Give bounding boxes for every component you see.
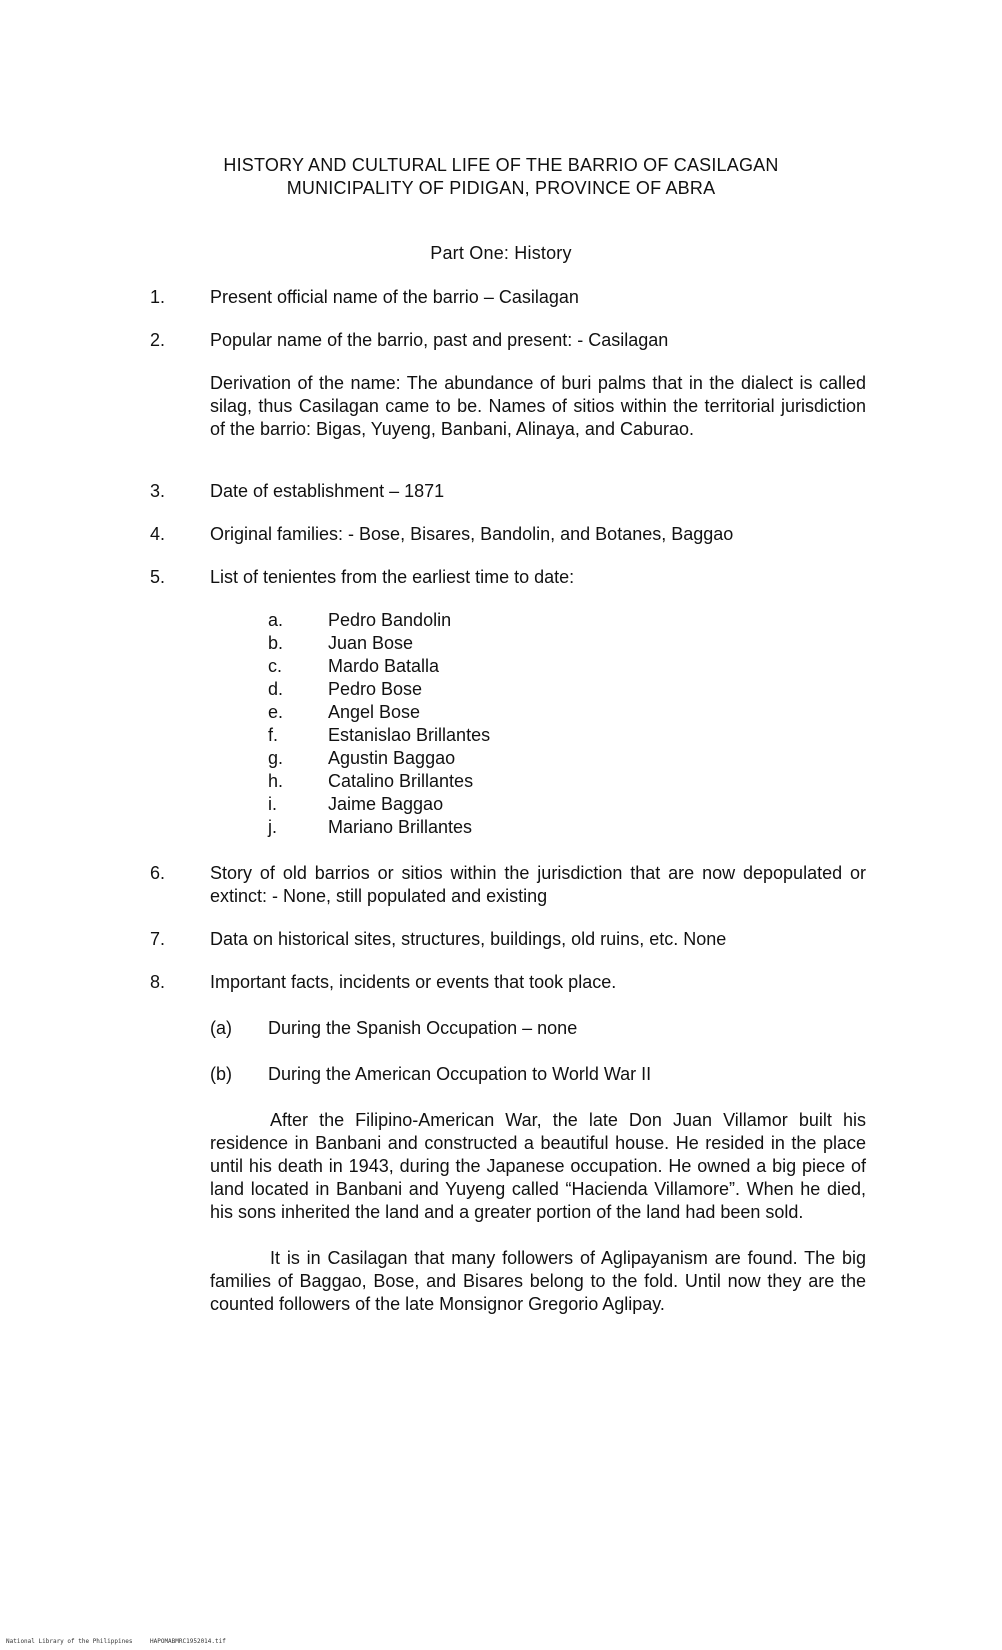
item-number: 3. bbox=[150, 481, 166, 501]
part-heading: Part One: History bbox=[430, 243, 572, 263]
teniente-name: Estanislao Brillantes bbox=[328, 725, 491, 745]
teniente-name: Jaime Baggao bbox=[328, 794, 444, 814]
item-number: 8. bbox=[150, 972, 166, 992]
item-text: List of tenientes from the earliest time to date: bbox=[210, 567, 575, 587]
document-title-line2: MUNICIPALITY OF PIDIGAN, PROVINCE OF ABRA bbox=[286, 178, 716, 198]
item-number: 1. bbox=[150, 287, 166, 307]
body-paragraph: After the Filipino-American War, the late Don Juan Villamor built his residence in Banbani and constructed a beautiful house. He resided in the place until his death in 1943, during the Japanese occupation. He owned a big piece of land located in Banbani and Yuyeng called “Hacienda Villamore”. When he died, his sons inherited the land and a greater portion of the land had been sold. bbox=[210, 1110, 866, 1222]
teniente-name: Pedro Bandolin bbox=[328, 610, 452, 630]
teniente-letter: a. bbox=[268, 610, 284, 630]
teniente-letter: e. bbox=[268, 702, 284, 722]
teniente-name: Pedro Bose bbox=[328, 679, 423, 699]
item-text: Date of establishment – 1871 bbox=[210, 481, 445, 501]
footer-source: National Library of the Philippines bbox=[6, 1638, 133, 1645]
item-text: Story of old barrios or sitios within the jurisdiction that are now depopulated or extinct: - None, still populated and existing bbox=[210, 863, 866, 906]
teniente-letter: g. bbox=[268, 748, 284, 768]
event-label: (a) bbox=[210, 1018, 232, 1038]
item-text: Original families: - Bose, Bisares, Bandolin, and Botanes, Baggao bbox=[210, 524, 734, 544]
teniente-letter: d. bbox=[268, 679, 284, 699]
item-text: Derivation of the name: The abundance of buri palms that in the dialect is called silag, thus Casilagan came to be. Names of sitios within the territorial jurisdiction of the barrio: Bigas, Yuyeng, Banbani, Alinaya, and Caburao. bbox=[210, 373, 866, 439]
teniente-letter: c. bbox=[268, 656, 283, 676]
teniente-name: Mardo Batalla bbox=[328, 656, 440, 676]
teniente-letter: h. bbox=[268, 771, 284, 791]
teniente-letter: b. bbox=[268, 633, 284, 653]
event-text: During the Spanish Occupation – none bbox=[268, 1018, 578, 1038]
item-text: Present official name of the barrio – Casilagan bbox=[210, 287, 579, 307]
footer-filename: HAPOMABMRC1952014.tif bbox=[150, 1638, 226, 1645]
document-title-line1: HISTORY AND CULTURAL LIFE OF THE BARRIO OF CASILAGAN bbox=[223, 155, 779, 175]
body-paragraph: It is in Casilagan that many followers of Aglipayanism are found. The big families of Baggao, Bose, and Bisares belong to the fold. Until now they are the counted followers of the late Monsignor Gregorio Aglipay. bbox=[210, 1248, 866, 1314]
item-number: 6. bbox=[150, 863, 166, 883]
teniente-name: Angel Bose bbox=[328, 702, 421, 722]
teniente-letter: i. bbox=[268, 794, 277, 814]
teniente-name: Mariano Brillantes bbox=[328, 817, 473, 837]
item-number: 2. bbox=[150, 330, 166, 350]
teniente-name: Catalino Brillantes bbox=[328, 771, 474, 791]
item-number: 4. bbox=[150, 524, 166, 544]
event-text: During the American Occupation to World War II bbox=[268, 1064, 652, 1084]
item-text: Important facts, incidents or events that took place. bbox=[210, 972, 617, 992]
item-text: Data on historical sites, structures, buildings, old ruins, etc. None bbox=[210, 929, 727, 949]
event-label: (b) bbox=[210, 1064, 232, 1084]
teniente-letter: j. bbox=[268, 817, 277, 837]
teniente-name: Agustin Baggao bbox=[328, 748, 456, 768]
item-number: 7. bbox=[150, 929, 166, 949]
item-number: 5. bbox=[150, 567, 166, 587]
teniente-name: Juan Bose bbox=[328, 633, 414, 653]
item-text: Popular name of the barrio, past and present: - Casilagan bbox=[210, 330, 669, 350]
teniente-letter: f. bbox=[268, 725, 279, 745]
